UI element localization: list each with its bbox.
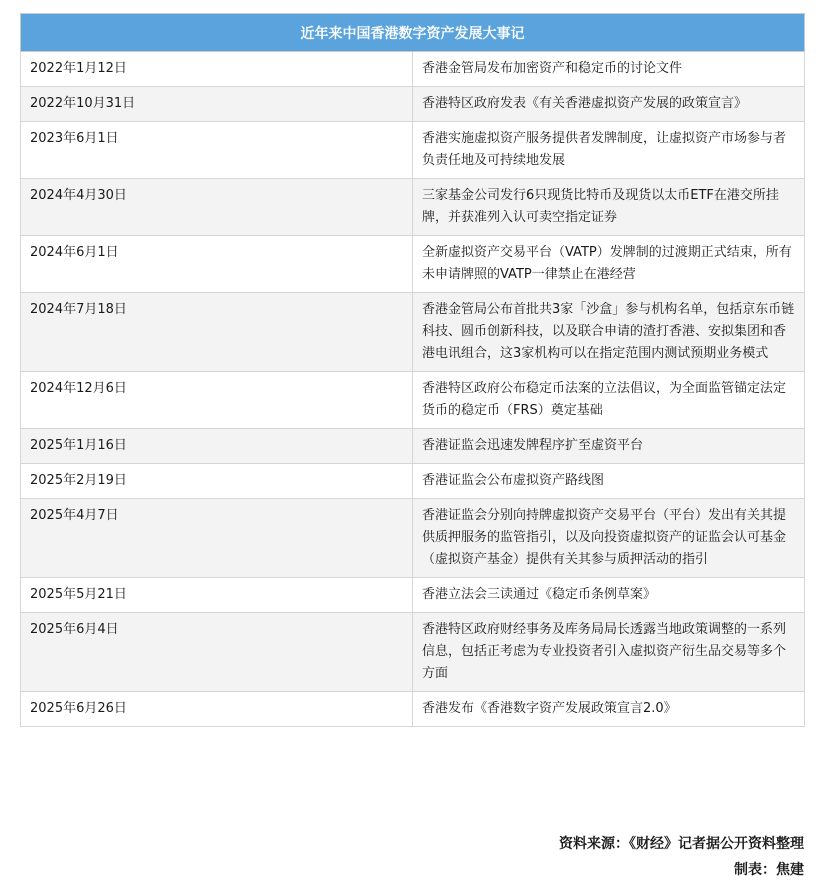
date-cell: 2023年6月1日 <box>21 122 413 179</box>
credit-note: 制表：焦建 <box>734 862 804 878</box>
event-cell: 香港金管局公布首批共3家「沙盒」参与机构名单，包括京东币链科技、圆币创新科技，以及联合申请的渣打香港、安拟集团和香港电讯组合，这3家机构可以在指定范围内测试预期业务模式 <box>413 293 805 372</box>
table-row <box>21 578 805 613</box>
table-row <box>21 122 805 179</box>
table-title: 近年来中国香港数字资产发展大事记 <box>21 14 805 52</box>
event-cell: 全新虚拟资产交易平台（VATP）发牌制的过渡期正式结束，所有未申请牌照的VATP一律禁止在港经营 <box>413 236 805 293</box>
table-row <box>21 429 805 464</box>
table-row <box>21 293 805 372</box>
table-header-row <box>21 14 805 52</box>
event-cell: 香港金管局发布加密资产和稳定币的讨论文件 <box>413 52 805 87</box>
source-note: 资料来源：《财经》记者据公开资料整理 <box>559 836 804 852</box>
event-cell: 香港发布《香港数字资产发展政策宣言2.0》 <box>413 692 805 727</box>
date-cell: 2024年4月30日 <box>21 179 413 236</box>
event-cell: 香港立法会三读通过《稳定币条例草案》 <box>413 578 805 613</box>
timeline-table <box>20 13 805 727</box>
event-cell: 香港实施虚拟资产服务提供者发牌制度，让虚拟资产市场参与者负责任地及可持续地发展 <box>413 122 805 179</box>
table-row <box>21 87 805 122</box>
table-row <box>21 464 805 499</box>
event-cell: 香港证监会迅速发牌程序扩至虚资平台 <box>413 429 805 464</box>
table-row <box>21 236 805 293</box>
date-cell: 2022年1月12日 <box>21 52 413 87</box>
table-row <box>21 52 805 87</box>
event-cell: 香港特区政府公布稳定币法案的立法倡议，为全面监管锚定法定货币的稳定币（FRS）奠定基础 <box>413 372 805 429</box>
event-cell: 香港证监会公布虚拟资产路线图 <box>413 464 805 499</box>
event-cell: 香港特区政府财经事务及库务局局长透露当地政策调整的一系列信息，包括正考虑为专业投资者引入虚拟资产衍生品交易等多个方面 <box>413 613 805 692</box>
date-cell: 2024年12月6日 <box>21 372 413 429</box>
table-row <box>21 692 805 727</box>
date-cell: 2024年7月18日 <box>21 293 413 372</box>
event-cell: 三家基金公司发行6只现货比特币及现货以太币ETF在港交所挂牌，并获准列入认可卖空指定证券 <box>413 179 805 236</box>
date-cell: 2025年2月19日 <box>21 464 413 499</box>
date-cell: 2025年4月7日 <box>21 499 413 578</box>
table-footer <box>559 831 804 883</box>
date-cell: 2025年5月21日 <box>21 578 413 613</box>
table-row <box>21 499 805 578</box>
event-cell: 香港特区政府发表《有关香港虚拟资产发展的政策宣言》 <box>413 87 805 122</box>
date-cell: 2022年10月31日 <box>21 87 413 122</box>
date-cell: 2025年6月26日 <box>21 692 413 727</box>
date-cell: 2024年6月1日 <box>21 236 413 293</box>
table-body <box>21 52 805 727</box>
table-row <box>21 372 805 429</box>
date-cell: 2025年6月4日 <box>21 613 413 692</box>
event-cell: 香港证监会分别向持牌虚拟资产交易平台（平台）发出有关其提供质押服务的监管指引，以及向投资虚拟资产的证监会认可基金（虚拟资产基金）提供有关其参与质押活动的指引 <box>413 499 805 578</box>
table-row <box>21 613 805 692</box>
table-row <box>21 179 805 236</box>
date-cell: 2025年1月16日 <box>21 429 413 464</box>
